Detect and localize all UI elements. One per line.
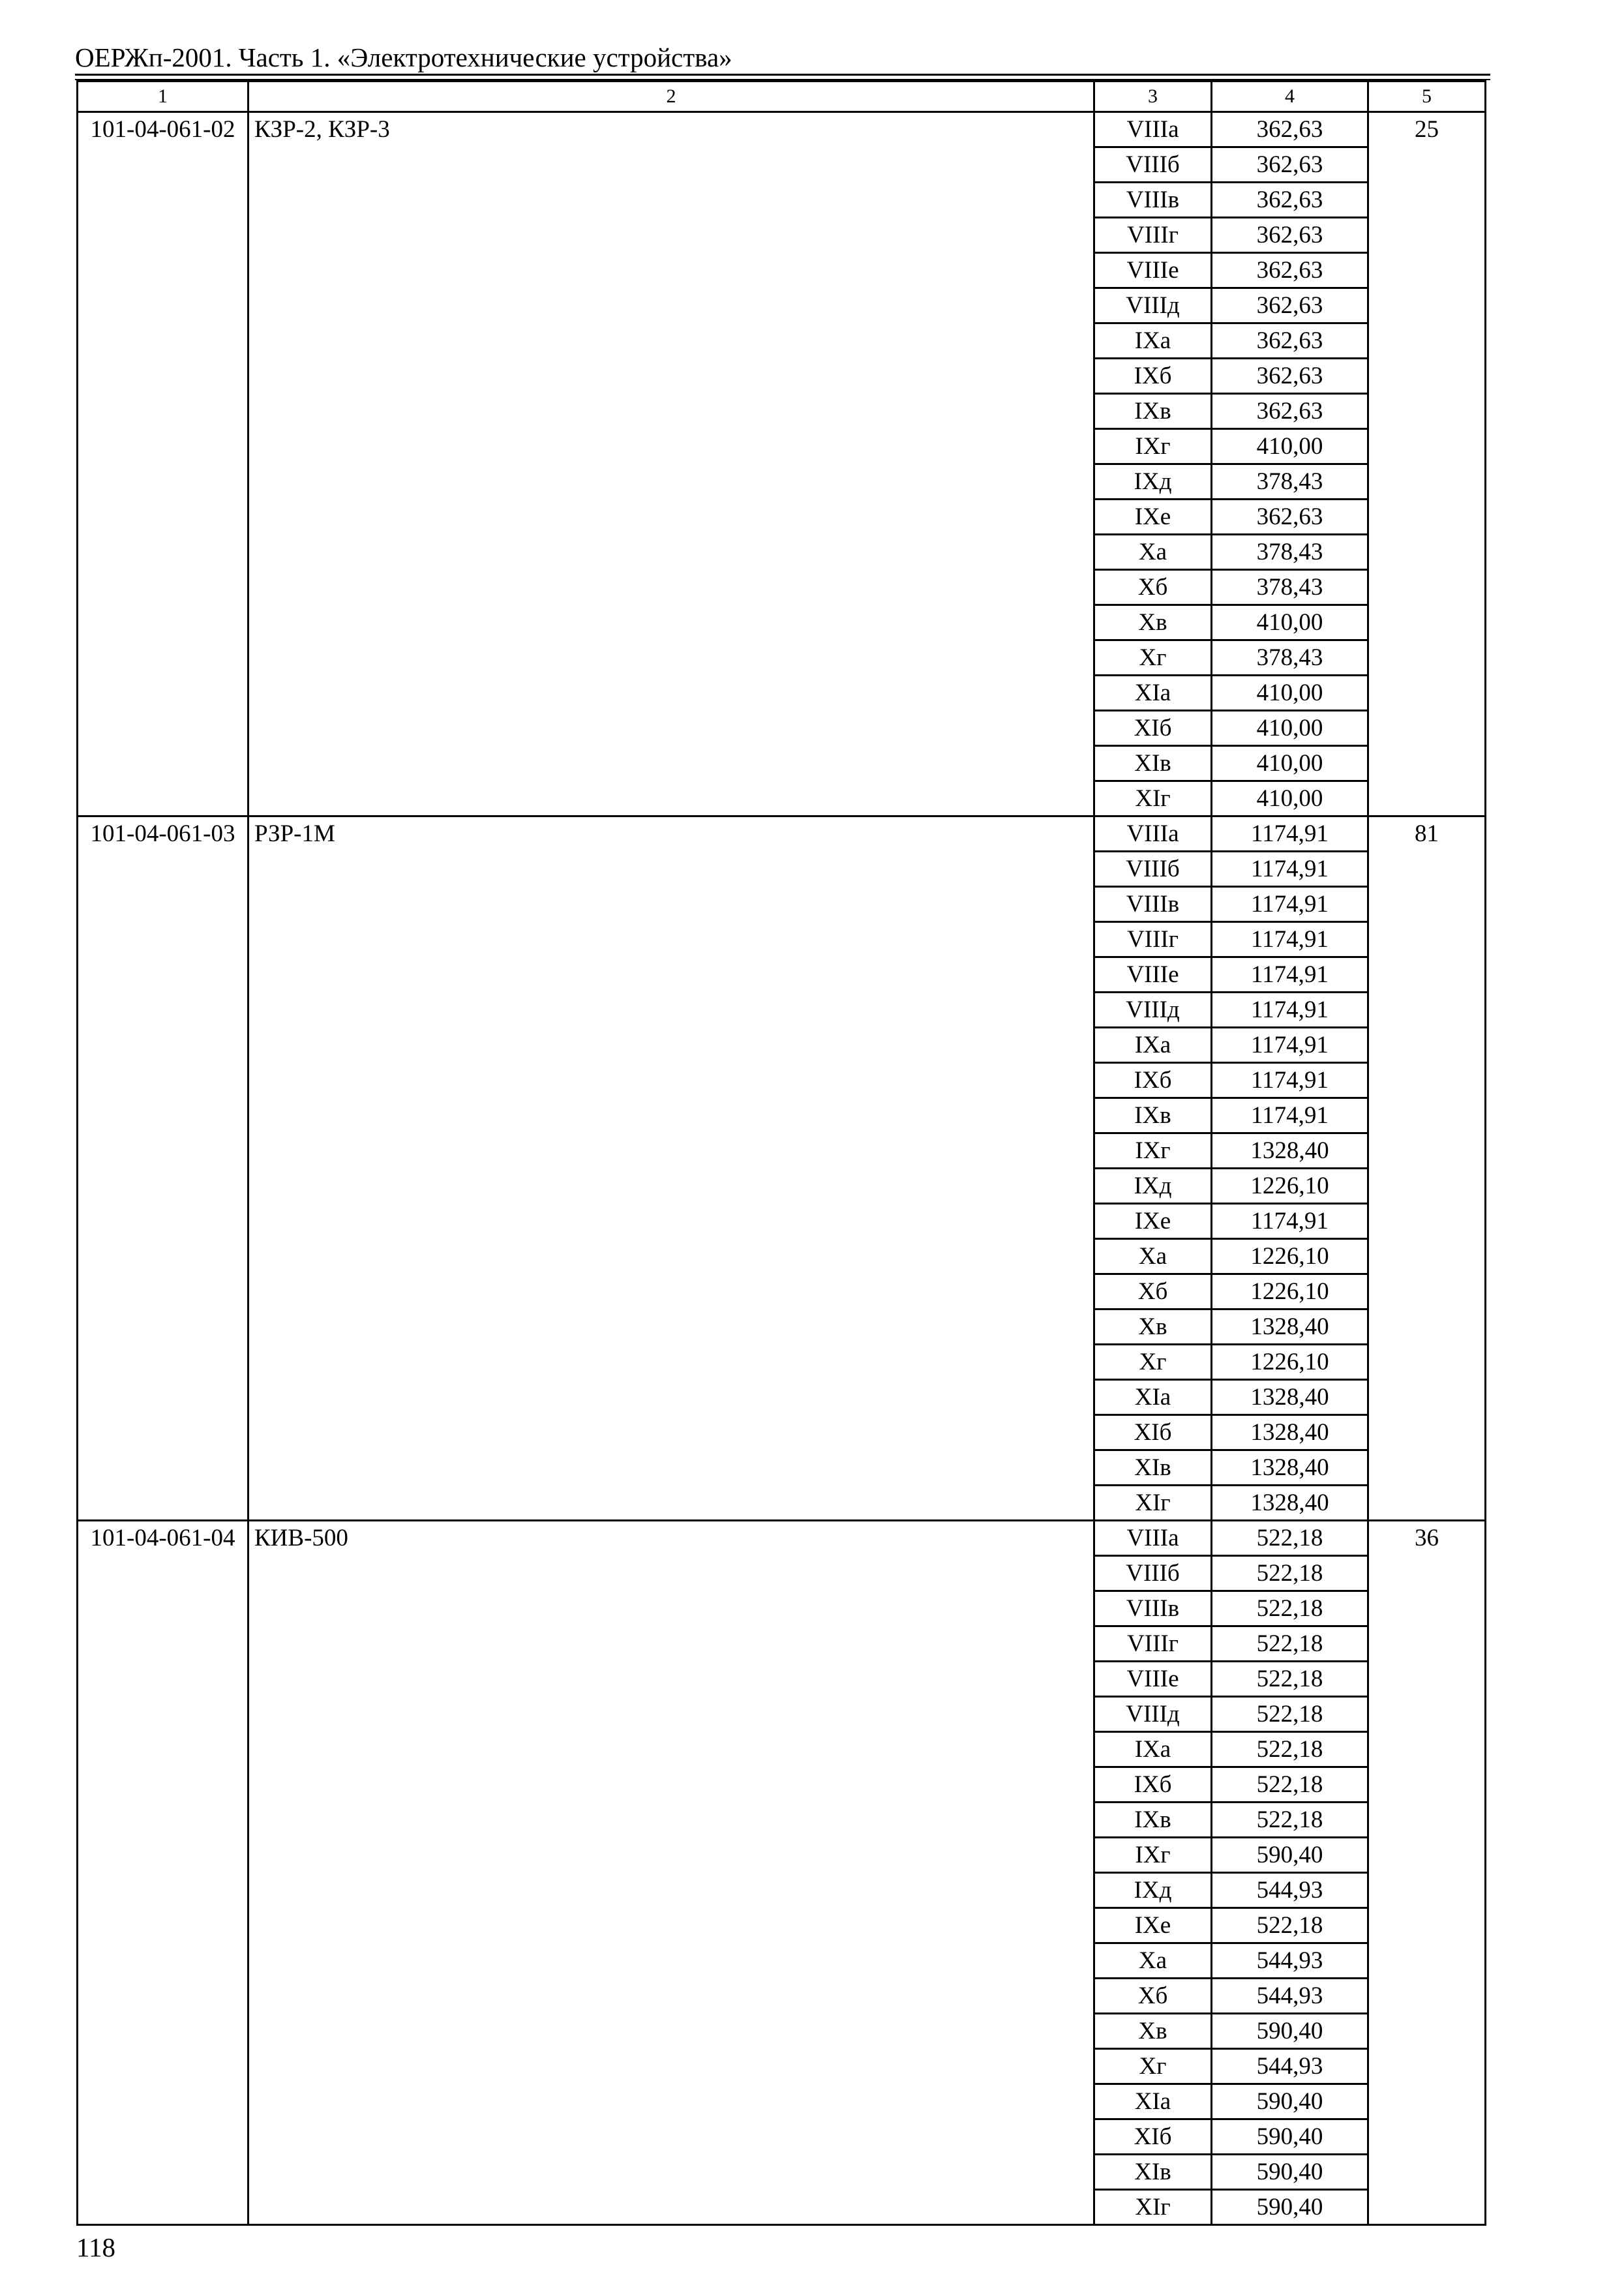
item-code-cell: 101-04-061-03 bbox=[78, 816, 248, 1521]
rate-value-cell: 378,43 bbox=[1212, 570, 1368, 605]
rate-value-cell: 1174,91 bbox=[1212, 922, 1368, 957]
category-cell: XIа bbox=[1094, 2084, 1212, 2119]
item-code-cell: 101-04-061-04 bbox=[78, 1521, 248, 2225]
category-cell: Xг bbox=[1094, 640, 1212, 676]
category-cell: XIг bbox=[1094, 2190, 1212, 2225]
rate-value-cell: 590,40 bbox=[1212, 2084, 1368, 2119]
rate-value-cell: 544,93 bbox=[1212, 1979, 1368, 2014]
rate-value-cell: 1226,10 bbox=[1212, 1274, 1368, 1309]
category-cell: XIв bbox=[1094, 1450, 1212, 1486]
category-cell: IXг bbox=[1094, 1133, 1212, 1169]
category-cell: IXд bbox=[1094, 1169, 1212, 1204]
category-cell: VIIIа bbox=[1094, 1521, 1212, 1556]
rate-value-cell: 1226,10 bbox=[1212, 1169, 1368, 1204]
document-header-title: ОЕРЖп-2001. Часть 1. «Электротехнические устройства» bbox=[75, 42, 732, 72]
category-cell: Xб bbox=[1094, 570, 1212, 605]
rate-value-cell: 378,43 bbox=[1212, 640, 1368, 676]
category-cell: XIб bbox=[1094, 711, 1212, 746]
rate-value-cell: 522,18 bbox=[1212, 1626, 1368, 1662]
category-cell: XIв bbox=[1094, 2155, 1212, 2190]
column-number-1: 1 bbox=[78, 82, 248, 112]
category-cell: VIIIб bbox=[1094, 852, 1212, 887]
category-cell: XIб bbox=[1094, 2119, 1212, 2155]
category-cell: IXа bbox=[1094, 1732, 1212, 1767]
rate-value-cell: 544,93 bbox=[1212, 1873, 1368, 1908]
rate-value-cell: 590,40 bbox=[1212, 2190, 1368, 2225]
category-cell: VIIIа bbox=[1094, 112, 1212, 147]
category-cell: IXе bbox=[1094, 1908, 1212, 1943]
category-cell: IXг bbox=[1094, 429, 1212, 464]
rate-value-cell: 1226,10 bbox=[1212, 1345, 1368, 1380]
category-cell: Xв bbox=[1094, 605, 1212, 640]
rate-value-cell: 1174,91 bbox=[1212, 1063, 1368, 1098]
rate-value-cell: 522,18 bbox=[1212, 1591, 1368, 1626]
rate-value-cell: 1328,40 bbox=[1212, 1450, 1368, 1486]
category-cell: IXе bbox=[1094, 500, 1212, 535]
category-cell: VIIIб bbox=[1094, 147, 1212, 183]
category-cell: VIIIг bbox=[1094, 1626, 1212, 1662]
rates-table-body bbox=[78, 82, 1486, 2225]
column-number-4: 4 bbox=[1212, 82, 1368, 112]
rate-value-cell: 410,00 bbox=[1212, 605, 1368, 640]
rate-value-cell: 378,43 bbox=[1212, 535, 1368, 570]
rate-value-cell: 1328,40 bbox=[1212, 1486, 1368, 1521]
category-cell: IXе bbox=[1094, 1204, 1212, 1239]
rate-value-cell: 590,40 bbox=[1212, 2014, 1368, 2049]
category-cell: VIIIе bbox=[1094, 253, 1212, 288]
category-cell: VIIIд bbox=[1094, 288, 1212, 323]
column-number-2: 2 bbox=[248, 82, 1094, 112]
rate-value-cell: 362,63 bbox=[1212, 394, 1368, 429]
item-name-cell: КЗР-2, КЗР-3 bbox=[248, 112, 1094, 816]
rate-value-cell: 1328,40 bbox=[1212, 1309, 1368, 1345]
rate-value-cell: 362,63 bbox=[1212, 288, 1368, 323]
rate-value-cell: 1174,91 bbox=[1212, 816, 1368, 852]
category-cell: Xг bbox=[1094, 1345, 1212, 1380]
rate-value-cell: 362,63 bbox=[1212, 218, 1368, 253]
category-cell: Xв bbox=[1094, 2014, 1212, 2049]
category-cell: Xб bbox=[1094, 1274, 1212, 1309]
category-cell: VIIIг bbox=[1094, 218, 1212, 253]
category-cell: IXб bbox=[1094, 1063, 1212, 1098]
header-rule-top bbox=[75, 74, 1490, 76]
category-cell: VIIIе bbox=[1094, 957, 1212, 993]
rate-value-cell: 362,63 bbox=[1212, 253, 1368, 288]
rate-value-cell: 522,18 bbox=[1212, 1662, 1368, 1697]
category-cell: VIIIд bbox=[1094, 993, 1212, 1028]
category-cell: IXа bbox=[1094, 1028, 1212, 1063]
category-cell: XIа bbox=[1094, 1380, 1212, 1415]
category-cell: XIв bbox=[1094, 746, 1212, 781]
column-number-5: 5 bbox=[1368, 82, 1486, 112]
category-cell: Xб bbox=[1094, 1979, 1212, 2014]
category-cell: XIа bbox=[1094, 676, 1212, 711]
rates-table bbox=[76, 80, 1486, 2226]
category-cell: IXг bbox=[1094, 1838, 1212, 1873]
item-name-cell: КИВ-500 bbox=[248, 1521, 1094, 2225]
category-cell: VIIIб bbox=[1094, 1556, 1212, 1591]
table-row bbox=[78, 112, 1486, 147]
category-cell: IXв bbox=[1094, 394, 1212, 429]
category-cell: Xг bbox=[1094, 2049, 1212, 2084]
category-cell: IXб bbox=[1094, 1767, 1212, 1803]
category-cell: XIг bbox=[1094, 1486, 1212, 1521]
rate-value-cell: 522,18 bbox=[1212, 1521, 1368, 1556]
rate-value-cell: 362,63 bbox=[1212, 183, 1368, 218]
category-cell: VIIIв bbox=[1094, 1591, 1212, 1626]
rate-value-cell: 1174,91 bbox=[1212, 887, 1368, 922]
category-cell: Xа bbox=[1094, 535, 1212, 570]
rate-value-cell: 362,63 bbox=[1212, 112, 1368, 147]
rate-value-cell: 522,18 bbox=[1212, 1732, 1368, 1767]
column-5-value-cell: 81 bbox=[1368, 816, 1486, 1521]
rate-value-cell: 1174,91 bbox=[1212, 1098, 1368, 1133]
rate-value-cell: 410,00 bbox=[1212, 711, 1368, 746]
rate-value-cell: 522,18 bbox=[1212, 1908, 1368, 1943]
category-cell: VIIIд bbox=[1094, 1697, 1212, 1732]
rate-value-cell: 544,93 bbox=[1212, 1943, 1368, 1979]
category-cell: IXа bbox=[1094, 323, 1212, 359]
rate-value-cell: 1174,91 bbox=[1212, 1204, 1368, 1239]
category-cell: XIг bbox=[1094, 781, 1212, 816]
rate-value-cell: 1328,40 bbox=[1212, 1380, 1368, 1415]
rate-value-cell: 1328,40 bbox=[1212, 1415, 1368, 1450]
rate-value-cell: 410,00 bbox=[1212, 781, 1368, 816]
category-cell: Xа bbox=[1094, 1239, 1212, 1274]
category-cell: VIIIа bbox=[1094, 816, 1212, 852]
column-5-value-cell: 25 bbox=[1368, 112, 1486, 816]
category-cell: IXв bbox=[1094, 1803, 1212, 1838]
rate-value-cell: 410,00 bbox=[1212, 429, 1368, 464]
rate-value-cell: 544,93 bbox=[1212, 2049, 1368, 2084]
rate-value-cell: 362,63 bbox=[1212, 147, 1368, 183]
column-number-3: 3 bbox=[1094, 82, 1212, 112]
table-row bbox=[78, 1521, 1486, 1556]
rate-value-cell: 522,18 bbox=[1212, 1556, 1368, 1591]
category-cell: Xв bbox=[1094, 1309, 1212, 1345]
category-cell: VIIIв bbox=[1094, 887, 1212, 922]
rate-value-cell: 362,63 bbox=[1212, 500, 1368, 535]
table-row bbox=[78, 816, 1486, 852]
item-name-cell: РЗР-1М bbox=[248, 816, 1094, 1521]
column-number-row bbox=[78, 82, 1486, 112]
rate-value-cell: 410,00 bbox=[1212, 676, 1368, 711]
rate-value-cell: 1174,91 bbox=[1212, 852, 1368, 887]
rate-value-cell: 590,40 bbox=[1212, 2155, 1368, 2190]
column-5-value-cell: 36 bbox=[1368, 1521, 1486, 2225]
category-cell: IXв bbox=[1094, 1098, 1212, 1133]
rate-value-cell: 362,63 bbox=[1212, 359, 1368, 394]
category-cell: Xа bbox=[1094, 1943, 1212, 1979]
category-cell: IXд bbox=[1094, 1873, 1212, 1908]
rate-value-cell: 522,18 bbox=[1212, 1767, 1368, 1803]
rate-value-cell: 522,18 bbox=[1212, 1697, 1368, 1732]
rate-value-cell: 378,43 bbox=[1212, 464, 1368, 500]
rate-value-cell: 410,00 bbox=[1212, 746, 1368, 781]
rate-value-cell: 1174,91 bbox=[1212, 1028, 1368, 1063]
rate-value-cell: 1226,10 bbox=[1212, 1239, 1368, 1274]
rate-value-cell: 362,63 bbox=[1212, 323, 1368, 359]
page-number: 118 bbox=[76, 2232, 115, 2262]
item-code-cell: 101-04-061-02 bbox=[78, 112, 248, 816]
rate-value-cell: 1328,40 bbox=[1212, 1133, 1368, 1169]
category-cell: IXд bbox=[1094, 464, 1212, 500]
category-cell: VIIIг bbox=[1094, 922, 1212, 957]
rate-value-cell: 522,18 bbox=[1212, 1803, 1368, 1838]
rate-value-cell: 590,40 bbox=[1212, 1838, 1368, 1873]
category-cell: VIIIв bbox=[1094, 183, 1212, 218]
rate-value-cell: 1174,91 bbox=[1212, 993, 1368, 1028]
category-cell: IXб bbox=[1094, 359, 1212, 394]
rate-value-cell: 1174,91 bbox=[1212, 957, 1368, 993]
category-cell: XIб bbox=[1094, 1415, 1212, 1450]
category-cell: VIIIе bbox=[1094, 1662, 1212, 1697]
rate-value-cell: 590,40 bbox=[1212, 2119, 1368, 2155]
